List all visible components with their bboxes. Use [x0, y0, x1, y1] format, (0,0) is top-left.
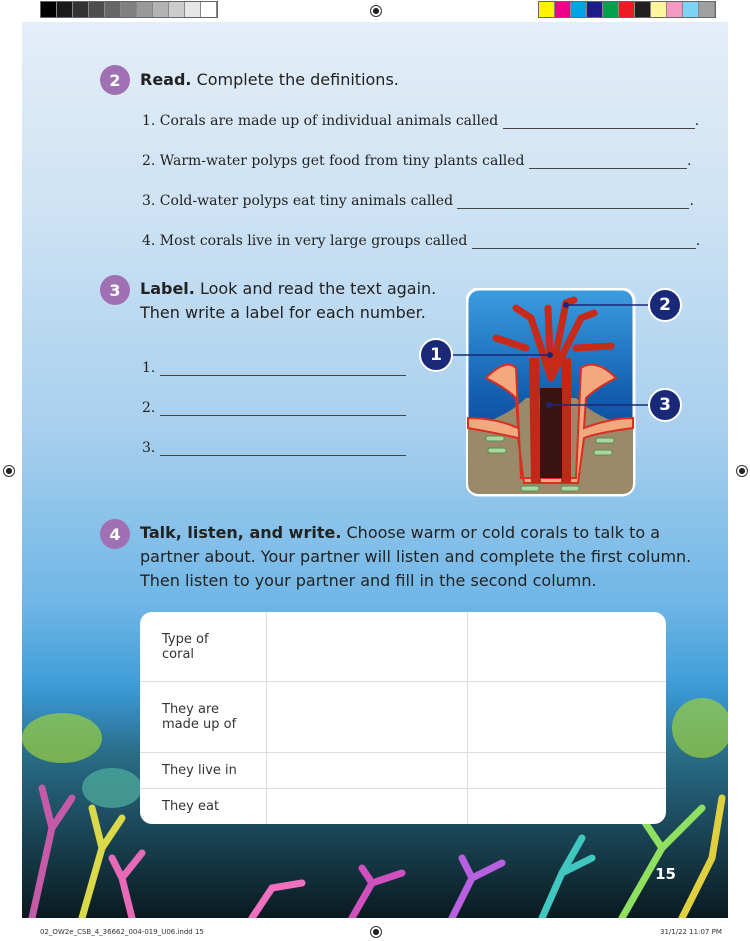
color-swatch	[153, 2, 169, 17]
color-swatch	[683, 2, 699, 17]
answer-cell[interactable]	[467, 752, 666, 788]
color-swatch	[699, 2, 715, 17]
heading-title: Label.	[140, 279, 195, 298]
answer-blank[interactable]	[160, 441, 406, 456]
table-row	[140, 612, 666, 682]
section-3-heading	[140, 277, 436, 325]
row-label: They are made up of	[140, 682, 267, 753]
heading-instruction: Look and read the text again.	[199, 279, 437, 298]
item-number: 1.	[142, 360, 156, 376]
item-text: 3. Cold-water polyps eat tiny animals called	[142, 193, 454, 209]
table-row	[140, 789, 666, 824]
color-swatch	[667, 2, 683, 17]
section-number-badge: 3	[100, 275, 130, 305]
answer-blank[interactable]	[457, 194, 689, 209]
color-swatch	[105, 2, 121, 17]
color-swatch	[201, 2, 217, 17]
answer-blank[interactable]	[472, 234, 696, 249]
item-number: 3.	[142, 440, 156, 456]
table-row	[140, 682, 666, 753]
answer-blank[interactable]	[503, 114, 695, 129]
color-swatch	[539, 2, 555, 17]
color-swatch	[555, 2, 571, 17]
color-swatch	[121, 2, 137, 17]
color-swatch	[137, 2, 153, 17]
heading-instruction: Then write a label for each number.	[140, 303, 426, 322]
color-swatch-bar	[538, 1, 716, 18]
page-number: 15	[655, 865, 676, 883]
section-2-heading	[140, 68, 399, 92]
color-swatch	[587, 2, 603, 17]
definition-item: 1. Corals are made up of individual animals called .	[142, 113, 700, 129]
answer-cell[interactable]	[267, 752, 468, 788]
registration-mark-icon	[3, 465, 15, 477]
label-item	[142, 400, 406, 416]
row-label: Type of coral	[140, 612, 267, 682]
section-number-badge: 4	[100, 519, 130, 549]
callout-1: 1	[419, 338, 453, 372]
answer-cell[interactable]	[467, 789, 666, 824]
heading-instruction: Then listen to your partner and fill in the second column.	[140, 571, 597, 590]
table-row	[140, 752, 666, 788]
color-swatch	[651, 2, 667, 17]
item-text: 2. Warm-water polyps get food from tiny plants called	[142, 153, 525, 169]
definition-item: 2. Warm-water polyps get food from tiny plants called .	[142, 153, 692, 169]
section-4-heading	[140, 521, 691, 593]
color-swatch	[73, 2, 89, 17]
color-swatch	[57, 2, 73, 17]
coral-table	[140, 612, 666, 824]
color-swatch	[635, 2, 651, 17]
color-swatch	[571, 2, 587, 17]
registration-mark-icon	[370, 5, 382, 17]
answer-cell[interactable]	[267, 682, 468, 753]
answer-blank[interactable]	[160, 361, 406, 376]
section-number-badge: 2	[100, 65, 130, 95]
answer-cell[interactable]	[267, 612, 468, 682]
definition-item: 3. Cold-water polyps eat tiny animals called .	[142, 193, 694, 209]
color-swatch	[603, 2, 619, 17]
heading-title: Read.	[140, 70, 192, 89]
callout-2: 2	[648, 288, 682, 322]
registration-mark-icon	[736, 465, 748, 477]
answer-cell[interactable]	[267, 789, 468, 824]
heading-title: Talk, listen, and write.	[140, 523, 342, 542]
definition-item: 4. Most corals live in very large groups called .	[142, 233, 701, 249]
heading-instruction: partner about. Your partner will listen and complete the first column.	[140, 547, 692, 566]
item-number: 2.	[142, 400, 156, 416]
row-label: They eat	[140, 789, 267, 824]
label-item	[142, 440, 406, 456]
color-swatch	[619, 2, 635, 17]
callout-lines	[432, 292, 682, 422]
print-date: 31/1/22 11:07 PM	[660, 928, 722, 936]
callout-3: 3	[648, 388, 682, 422]
answer-cell[interactable]	[467, 682, 666, 753]
registration-mark-icon	[370, 926, 382, 938]
heading-instruction: Complete the definitions.	[196, 70, 399, 89]
answer-blank[interactable]	[160, 401, 406, 416]
answer-cell[interactable]	[467, 612, 666, 682]
color-swatch	[89, 2, 105, 17]
item-text: 4. Most corals live in very large groups called	[142, 233, 468, 249]
label-item	[142, 360, 406, 376]
color-swatch	[41, 2, 57, 17]
heading-instruction: Choose warm or cold corals to talk to a	[346, 523, 661, 542]
row-label: They live in	[140, 752, 267, 788]
color-swatch	[169, 2, 185, 17]
answer-blank[interactable]	[529, 154, 687, 169]
color-swatch	[185, 2, 201, 17]
gray-swatch-bar	[40, 1, 218, 18]
item-text: 1. Corals are made up of individual animals called	[142, 113, 499, 129]
file-name: 02_OW2e_CSB_4_36662_004-019_U06.indd 15	[40, 928, 204, 936]
